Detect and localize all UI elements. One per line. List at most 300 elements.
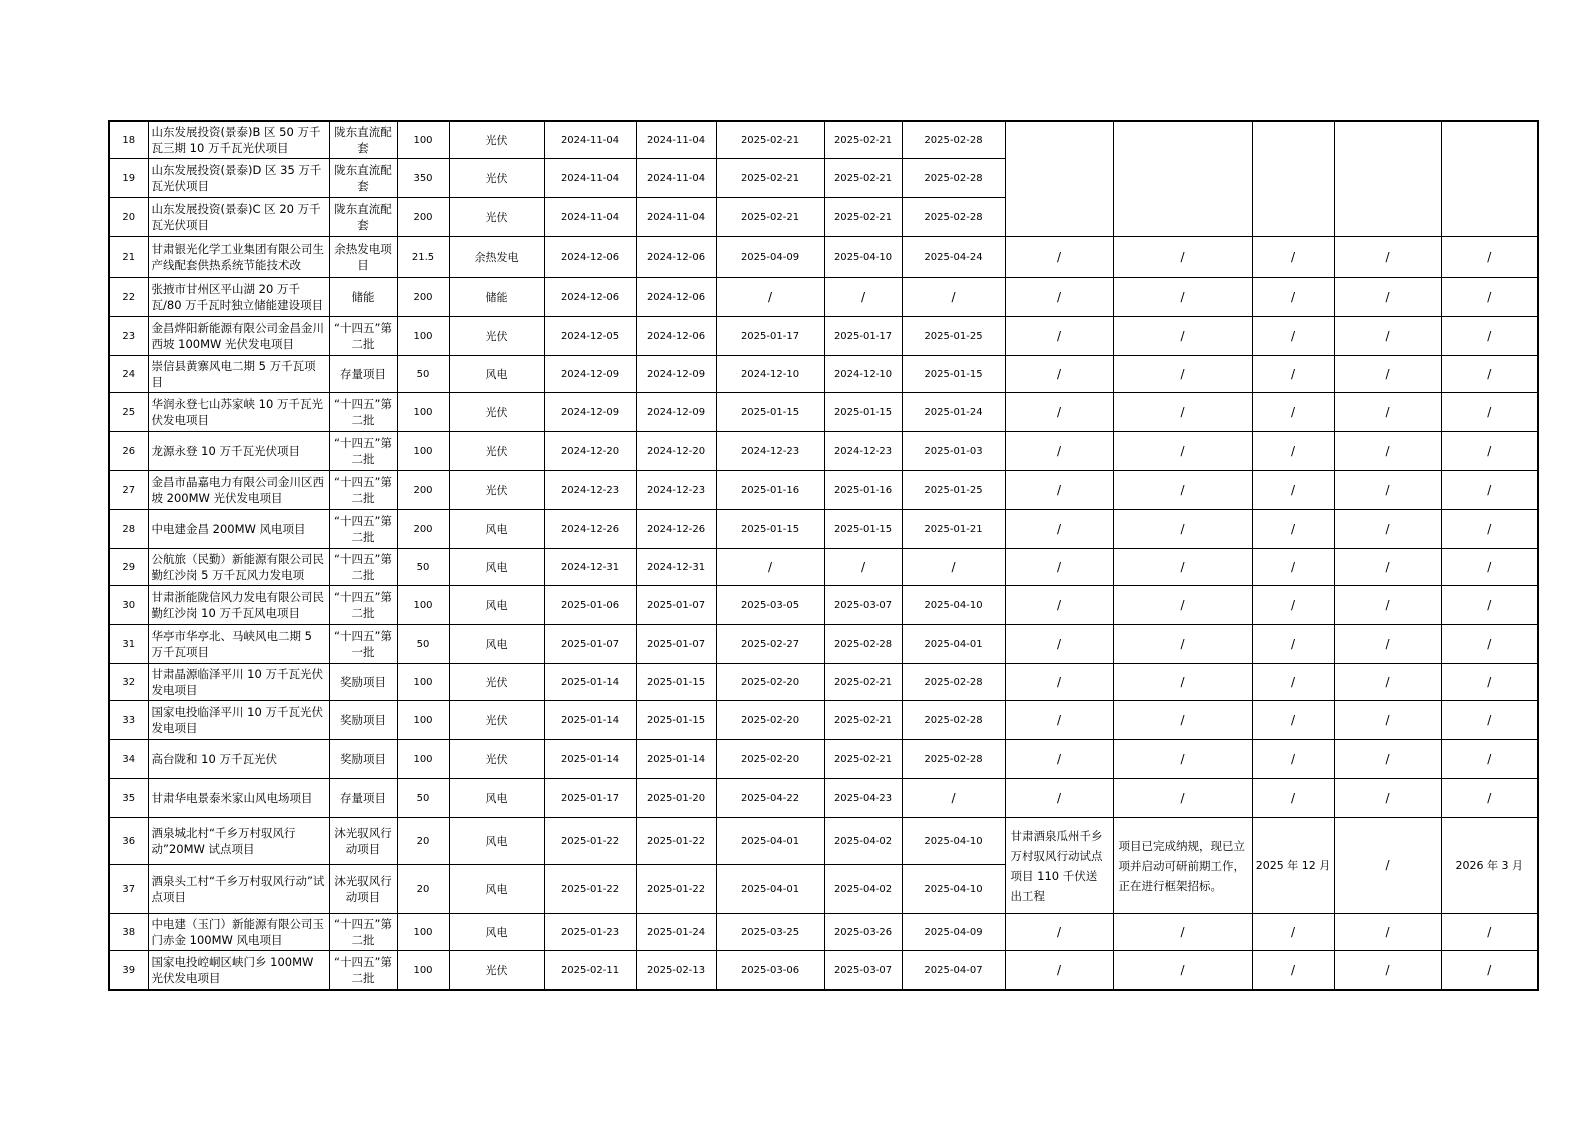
cell-type: 风电 (449, 779, 544, 818)
cell-d5: 2025-02-28 (902, 198, 1005, 237)
cell-type: 光伏 (449, 664, 544, 701)
cell-e2: / (1113, 549, 1252, 586)
cell-d4: 2025-03-07 (824, 586, 902, 625)
cell-type: 风电 (449, 549, 544, 586)
cell-category: 陇东直流配套 (329, 198, 397, 237)
table-row (109, 432, 1538, 471)
table-row (109, 356, 1538, 393)
cell-blank (1334, 121, 1441, 237)
cell-e2: / (1113, 701, 1252, 740)
cell-type: 风电 (449, 510, 544, 549)
cell-e2: / (1113, 510, 1252, 549)
cell-e4: / (1334, 317, 1441, 356)
cell-blank (1252, 121, 1334, 237)
cell-d1: 2024-12-26 (544, 510, 636, 549)
cell-d1: 2025-01-07 (544, 625, 636, 664)
cell-name: 张掖市甘州区平山湖 20 万千瓦/80 万千瓦时独立储能建设项目 (148, 278, 329, 317)
cell-no: 30 (109, 586, 148, 625)
cell-category: “十四五”第二批 (329, 471, 397, 510)
cell-d2: 2025-01-22 (636, 865, 716, 914)
cell-e5: / (1441, 432, 1538, 471)
table-body (109, 121, 1538, 990)
cell-d3: 2025-02-20 (716, 664, 824, 701)
cell-category: 奖励项目 (329, 701, 397, 740)
cell-d4: 2025-02-21 (824, 740, 902, 779)
cell-e1: / (1005, 510, 1113, 549)
cell-e5: / (1441, 701, 1538, 740)
cell-category: “十四五”第一批 (329, 625, 397, 664)
cell-type: 光伏 (449, 740, 544, 779)
cell-d3: 2024-12-23 (716, 432, 824, 471)
cell-d5: 2025-02-28 (902, 740, 1005, 779)
cell-d2: 2024-12-06 (636, 317, 716, 356)
cell-capacity: 100 (397, 740, 449, 779)
cell-category: 储能 (329, 278, 397, 317)
cell-capacity: 50 (397, 625, 449, 664)
cell-d4: 2025-01-15 (824, 510, 902, 549)
cell-d1: 2024-11-04 (544, 198, 636, 237)
cell-d4: 2025-01-16 (824, 471, 902, 510)
cell-d3: 2025-01-15 (716, 510, 824, 549)
cell-d2: 2024-12-09 (636, 393, 716, 432)
cell-d4: 2024-12-23 (824, 432, 902, 471)
cell-no: 29 (109, 549, 148, 586)
cell-e5: / (1441, 664, 1538, 701)
cell-e5: / (1441, 510, 1538, 549)
cell-e2: / (1113, 586, 1252, 625)
cell-d3: 2024-12-10 (716, 356, 824, 393)
cell-capacity: 50 (397, 779, 449, 818)
cell-d1: 2024-11-04 (544, 121, 636, 159)
cell-no: 21 (109, 237, 148, 278)
cell-e3: / (1252, 586, 1334, 625)
cell-d1: 2024-12-23 (544, 471, 636, 510)
cell-e3: / (1252, 356, 1334, 393)
table-row (109, 818, 1538, 865)
cell-e5: / (1441, 317, 1538, 356)
cell-e4: / (1334, 237, 1441, 278)
cell-e1: / (1005, 393, 1113, 432)
cell-name: 龙源永登 10 万千瓦光伏项目 (148, 432, 329, 471)
cell-d3: 2025-03-05 (716, 586, 824, 625)
cell-type: 光伏 (449, 432, 544, 471)
cell-e1: / (1005, 356, 1113, 393)
cell-name: 中电建（玉门）新能源有限公司玉门赤金 100MW 风电项目 (148, 914, 329, 951)
cell-name: 甘肃浙能陇信风力发电有限公司民勤红沙岗 10 万千瓦风电项目 (148, 586, 329, 625)
cell-no: 19 (109, 159, 148, 198)
cell-no: 35 (109, 779, 148, 818)
cell-d3: 2025-02-20 (716, 740, 824, 779)
cell-e2: / (1113, 951, 1252, 991)
cell-category: 沐光驭风行动项目 (329, 865, 397, 914)
cell-d2: 2025-01-14 (636, 740, 716, 779)
cell-e4: / (1334, 740, 1441, 779)
cell-e4: / (1334, 586, 1441, 625)
table-row (109, 278, 1538, 317)
cell-d4: 2024-12-10 (824, 356, 902, 393)
cell-d1: 2025-01-14 (544, 664, 636, 701)
cell-d1: 2024-12-20 (544, 432, 636, 471)
cell-d5: 2025-04-10 (902, 586, 1005, 625)
table-row (109, 237, 1538, 278)
cell-capacity: 21.5 (397, 237, 449, 278)
cell-capacity: 100 (397, 664, 449, 701)
cell-no: 18 (109, 121, 148, 159)
cell-e1: / (1005, 701, 1113, 740)
cell-name: 山东发展投资(景泰)D 区 35 万千瓦光伏项目 (148, 159, 329, 198)
cell-capacity: 20 (397, 818, 449, 865)
cell-type: 光伏 (449, 317, 544, 356)
cell-no: 28 (109, 510, 148, 549)
cell-no: 23 (109, 317, 148, 356)
cell-d3: 2025-04-09 (716, 237, 824, 278)
cell-d1: 2025-01-14 (544, 701, 636, 740)
cell-e1: / (1005, 625, 1113, 664)
cell-d2: 2024-12-06 (636, 237, 716, 278)
cell-category: 陇东直流配套 (329, 159, 397, 198)
cell-e2: / (1113, 432, 1252, 471)
cell-category: “十四五”第二批 (329, 393, 397, 432)
table-row (109, 914, 1538, 951)
cell-d3: 2025-01-17 (716, 317, 824, 356)
cell-e5: / (1441, 914, 1538, 951)
cell-d3: / (716, 549, 824, 586)
cell-capacity: 100 (397, 701, 449, 740)
cell-merged-e4: / (1334, 818, 1441, 914)
cell-e5: / (1441, 549, 1538, 586)
cell-name: 山东发展投资(景泰)C 区 20 万千瓦光伏项目 (148, 198, 329, 237)
cell-d1: 2025-01-14 (544, 740, 636, 779)
cell-d2: 2025-01-15 (636, 664, 716, 701)
cell-d2: 2025-02-13 (636, 951, 716, 991)
cell-e1: / (1005, 586, 1113, 625)
cell-no: 26 (109, 432, 148, 471)
cell-e3: / (1252, 701, 1334, 740)
cell-d1: 2025-01-23 (544, 914, 636, 951)
cell-type: 风电 (449, 818, 544, 865)
cell-name: 酒泉头工村“千乡万村驭风行动”试点项目 (148, 865, 329, 914)
cell-e3: / (1252, 625, 1334, 664)
cell-d1: 2025-02-11 (544, 951, 636, 991)
cell-d2: 2025-01-24 (636, 914, 716, 951)
table-row (109, 121, 1538, 159)
cell-name: 山东发展投资(景泰)B 区 50 万千瓦三期 10 万千瓦光伏项目 (148, 121, 329, 159)
cell-e5: / (1441, 625, 1538, 664)
cell-d5: 2025-01-24 (902, 393, 1005, 432)
cell-name: 甘肃华电景泰米家山风电场项目 (148, 779, 329, 818)
cell-no: 24 (109, 356, 148, 393)
cell-category: “十四五”第二批 (329, 914, 397, 951)
cell-no: 34 (109, 740, 148, 779)
cell-type: 光伏 (449, 951, 544, 991)
cell-no: 25 (109, 393, 148, 432)
cell-d5: 2025-04-07 (902, 951, 1005, 991)
cell-name: 华亭市华亭北、马峡风电二期 5 万千瓦项目 (148, 625, 329, 664)
table-row (109, 664, 1538, 701)
cell-e3: / (1252, 510, 1334, 549)
table-row (109, 471, 1538, 510)
cell-d5: 2025-04-10 (902, 865, 1005, 914)
cell-d3: 2025-03-06 (716, 951, 824, 991)
cell-category: “十四五”第二批 (329, 432, 397, 471)
cell-category: 奖励项目 (329, 740, 397, 779)
cell-category: “十四五”第二批 (329, 951, 397, 991)
cell-category: 陇东直流配套 (329, 121, 397, 159)
cell-d4: 2025-02-21 (824, 701, 902, 740)
table-row (109, 779, 1538, 818)
cell-capacity: 100 (397, 914, 449, 951)
cell-d2: 2025-01-22 (636, 818, 716, 865)
cell-name: 甘肃银光化学工业集团有限公司生产线配套供热系统节能技术改 (148, 237, 329, 278)
cell-type: 风电 (449, 586, 544, 625)
cell-type: 光伏 (449, 393, 544, 432)
cell-d1: 2024-12-31 (544, 549, 636, 586)
cell-blank (1005, 121, 1113, 237)
cell-d3: 2025-02-20 (716, 701, 824, 740)
cell-e5: / (1441, 278, 1538, 317)
cell-e4: / (1334, 278, 1441, 317)
cell-d5: 2025-02-28 (902, 121, 1005, 159)
cell-capacity: 50 (397, 356, 449, 393)
cell-e2: / (1113, 237, 1252, 278)
cell-merged-e1: 甘肃酒泉瓜州千乡万村驭风行动试点项目 110 千伏送出工程 (1005, 818, 1113, 914)
cell-d1: 2024-12-09 (544, 393, 636, 432)
cell-e3: / (1252, 432, 1334, 471)
cell-d5: 2025-01-03 (902, 432, 1005, 471)
cell-e5: / (1441, 237, 1538, 278)
cell-e1: / (1005, 914, 1113, 951)
cell-e3: / (1252, 393, 1334, 432)
table-row (109, 951, 1538, 991)
cell-capacity: 20 (397, 865, 449, 914)
cell-e1: / (1005, 278, 1113, 317)
cell-category: “十四五”第二批 (329, 586, 397, 625)
cell-capacity: 200 (397, 471, 449, 510)
cell-e2: / (1113, 664, 1252, 701)
cell-d5: / (902, 779, 1005, 818)
cell-d4: 2025-04-02 (824, 818, 902, 865)
cell-d5: 2025-02-28 (902, 159, 1005, 198)
cell-d5: 2025-01-21 (902, 510, 1005, 549)
cell-category: “十四五”第二批 (329, 317, 397, 356)
cell-e1: / (1005, 317, 1113, 356)
table-row (109, 549, 1538, 586)
cell-category: 沐光驭风行动项目 (329, 818, 397, 865)
cell-d1: 2025-01-22 (544, 865, 636, 914)
cell-capacity: 50 (397, 549, 449, 586)
cell-e1: / (1005, 951, 1113, 991)
cell-type: 余热发电 (449, 237, 544, 278)
table-row (109, 393, 1538, 432)
cell-e4: / (1334, 393, 1441, 432)
cell-e3: / (1252, 549, 1334, 586)
cell-d4: 2025-01-17 (824, 317, 902, 356)
cell-d2: 2024-12-26 (636, 510, 716, 549)
cell-e3: / (1252, 237, 1334, 278)
cell-category: 存量项目 (329, 356, 397, 393)
cell-d2: 2024-11-04 (636, 198, 716, 237)
cell-e1: / (1005, 664, 1113, 701)
cell-d2: 2024-11-04 (636, 121, 716, 159)
cell-capacity: 100 (397, 586, 449, 625)
cell-d4: 2025-02-28 (824, 625, 902, 664)
cell-d2: 2024-12-20 (636, 432, 716, 471)
cell-d2: 2025-01-15 (636, 701, 716, 740)
cell-category: 奖励项目 (329, 664, 397, 701)
cell-no: 37 (109, 865, 148, 914)
cell-d1: 2025-01-22 (544, 818, 636, 865)
cell-e2: / (1113, 914, 1252, 951)
cell-no: 22 (109, 278, 148, 317)
cell-e1: / (1005, 237, 1113, 278)
cell-name: 酒泉城北村“千乡万村驭风行动”20MW 试点项目 (148, 818, 329, 865)
cell-d4: 2025-01-15 (824, 393, 902, 432)
cell-d2: 2024-12-09 (636, 356, 716, 393)
cell-e4: / (1334, 779, 1441, 818)
cell-d3: 2025-02-21 (716, 198, 824, 237)
cell-e2: / (1113, 393, 1252, 432)
cell-e3: / (1252, 914, 1334, 951)
cell-d3: 2025-01-16 (716, 471, 824, 510)
cell-merged-e3: 2025 年 12 月 (1252, 818, 1334, 914)
cell-name: 国家电投临泽平川 10 万千瓦光伏发电项目 (148, 701, 329, 740)
cell-type: 风电 (449, 356, 544, 393)
cell-e3: / (1252, 779, 1334, 818)
cell-e5: / (1441, 393, 1538, 432)
table-row (109, 317, 1538, 356)
cell-e2: / (1113, 625, 1252, 664)
cell-e3: / (1252, 951, 1334, 991)
cell-d3: 2025-02-21 (716, 121, 824, 159)
cell-d1: 2025-01-17 (544, 779, 636, 818)
cell-capacity: 100 (397, 317, 449, 356)
cell-no: 39 (109, 951, 148, 991)
cell-d2: 2025-01-07 (636, 625, 716, 664)
cell-e4: / (1334, 951, 1441, 991)
cell-e3: / (1252, 317, 1334, 356)
cell-e1: / (1005, 779, 1113, 818)
cell-e4: / (1334, 701, 1441, 740)
cell-d5: 2025-04-10 (902, 818, 1005, 865)
cell-d4: 2025-02-21 (824, 198, 902, 237)
cell-d1: 2024-11-04 (544, 159, 636, 198)
cell-no: 20 (109, 198, 148, 237)
cell-d4: / (824, 549, 902, 586)
cell-category: “十四五”第二批 (329, 510, 397, 549)
cell-e5: / (1441, 586, 1538, 625)
cell-type: 储能 (449, 278, 544, 317)
cell-e1: / (1005, 432, 1113, 471)
table-row (109, 586, 1538, 625)
cell-e1: / (1005, 740, 1113, 779)
cell-e2: / (1113, 317, 1252, 356)
cell-d5: 2025-01-25 (902, 317, 1005, 356)
cell-d3: 2025-04-01 (716, 818, 824, 865)
table-row (109, 510, 1538, 549)
cell-e2: / (1113, 740, 1252, 779)
cell-capacity: 200 (397, 278, 449, 317)
cell-d4: 2025-04-23 (824, 779, 902, 818)
cell-d4: 2025-04-02 (824, 865, 902, 914)
cell-no: 31 (109, 625, 148, 664)
cell-capacity: 100 (397, 432, 449, 471)
table-row (109, 740, 1538, 779)
cell-d5: / (902, 278, 1005, 317)
cell-d3: 2025-04-22 (716, 779, 824, 818)
cell-e2: / (1113, 471, 1252, 510)
cell-d3: 2025-04-01 (716, 865, 824, 914)
cell-d1: 2024-12-05 (544, 317, 636, 356)
cell-e2: / (1113, 779, 1252, 818)
cell-e5: / (1441, 471, 1538, 510)
cell-no: 27 (109, 471, 148, 510)
cell-type: 风电 (449, 865, 544, 914)
cell-no: 33 (109, 701, 148, 740)
cell-capacity: 350 (397, 159, 449, 198)
cell-d5: 2025-04-24 (902, 237, 1005, 278)
cell-capacity: 100 (397, 393, 449, 432)
cell-d5: 2025-01-25 (902, 471, 1005, 510)
cell-merged-e2: 项目已完成纳规，现已立项并启动可研前期工作，正在进行框架招标。 (1113, 818, 1252, 914)
cell-d4: 2025-02-21 (824, 664, 902, 701)
cell-e5: / (1441, 951, 1538, 991)
cell-e1: / (1005, 471, 1113, 510)
cell-d1: 2024-12-09 (544, 356, 636, 393)
cell-name: 公航旅（民勤）新能源有限公司民勤红沙岗 5 万千瓦风力发电项 (148, 549, 329, 586)
cell-name: 甘肃晶源临泽平川 10 万千瓦光伏发电项目 (148, 664, 329, 701)
cell-e5: / (1441, 740, 1538, 779)
cell-e3: / (1252, 278, 1334, 317)
cell-no: 32 (109, 664, 148, 701)
table-row (109, 625, 1538, 664)
cell-name: 金昌市晶嘉电力有限公司金川区西坡 200MW 光伏发电项目 (148, 471, 329, 510)
cell-name: 金昌烨阳新能源有限公司金昌金川西坡 100MW 光伏发电项目 (148, 317, 329, 356)
cell-d1: 2024-12-06 (544, 237, 636, 278)
cell-category: 余热发电项目 (329, 237, 397, 278)
cell-d1: 2025-01-06 (544, 586, 636, 625)
cell-e4: / (1334, 549, 1441, 586)
cell-type: 光伏 (449, 198, 544, 237)
cell-e4: / (1334, 432, 1441, 471)
cell-blank (1441, 121, 1538, 237)
cell-e3: / (1252, 664, 1334, 701)
table-row (109, 701, 1538, 740)
cell-d2: 2024-12-23 (636, 471, 716, 510)
cell-capacity: 100 (397, 121, 449, 159)
cell-name: 高台陇和 10 万千瓦光伏 (148, 740, 329, 779)
cell-d3: 2025-02-27 (716, 625, 824, 664)
cell-e2: / (1113, 356, 1252, 393)
cell-d4: 2025-02-21 (824, 121, 902, 159)
cell-d5: 2025-01-15 (902, 356, 1005, 393)
cell-name: 崇信县黄寨风电二期 5 万千瓦项目 (148, 356, 329, 393)
cell-type: 光伏 (449, 121, 544, 159)
cell-d3: 2025-02-21 (716, 159, 824, 198)
project-table (108, 120, 1539, 991)
cell-d5: / (902, 549, 1005, 586)
cell-e3: / (1252, 471, 1334, 510)
cell-d2: 2025-01-20 (636, 779, 716, 818)
cell-d3: 2025-03-25 (716, 914, 824, 951)
cell-type: 风电 (449, 914, 544, 951)
cell-d4: 2025-03-07 (824, 951, 902, 991)
cell-capacity: 200 (397, 198, 449, 237)
cell-e4: / (1334, 471, 1441, 510)
cell-category: “十四五”第二批 (329, 549, 397, 586)
cell-type: 风电 (449, 625, 544, 664)
cell-merged-e5: 2026 年 3 月 (1441, 818, 1538, 914)
cell-no: 36 (109, 818, 148, 865)
